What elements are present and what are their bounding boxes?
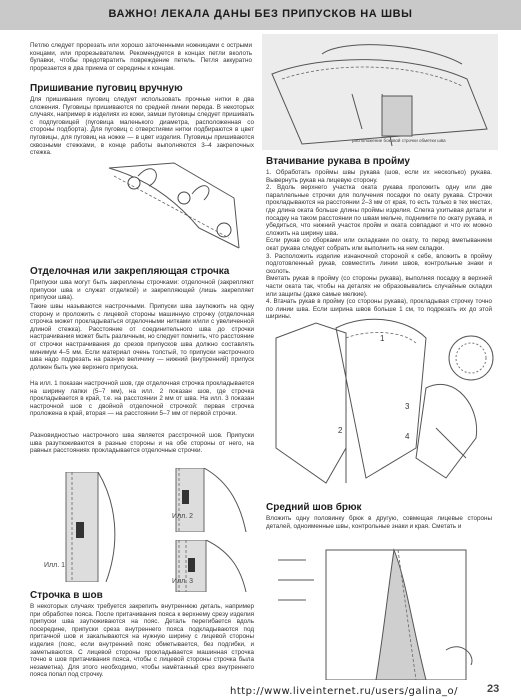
intro-paragraph: Петлю следует прорезать или хорошо заточенными ножницами с острыми концами, или прорезывателем. Рекомендуется в концах петли вколоть булавки, чтобы предотвратить повреждение петель. Петля аккуратно прорезается в два приема от середины к концам. xyxy=(30,42,252,72)
topstitch-paragraph-2: Такие швы называются настрочными. Припуски шва заутюжить на одну сторону и проложить с лицевой стороны машинную строчку (отделочная строчка может прокладываться отделочными нитками и/или с увеличенной длиной стежка). Расстояние от соединительного шва до строчки настрачивания может быть различным, но следует помнить, что расстояние от строчки настрачивания до срезов припусков шва должно составлять минимум 4–5 мм. Если материал очень толстый, то припуски настрочного шва надо подрезать на разную величину — нижний (внутренний) припуск должен быть уже верхнего припуска. xyxy=(30,303,254,371)
topstitch-heading: Отделочная или закрепляющая строчка xyxy=(30,266,230,277)
topstitch-paragraph-1: Припуски шва могут быть закреплены строчками: отделочной (закрепляют припуски шва и служат отделкой) и закрепляющей (лишь закрепляет припуски шва). xyxy=(30,279,254,302)
trousers-heading: Средний шов брюк xyxy=(266,502,362,513)
institch-paragraph: В некоторых случаях требуется закрепить внутреннюю деталь, например при обработке пояса. После притачивания пояса к верхнему срезу изделия припуски шва заутюживаются на пояс. Деталь перегибается вдоль посередине, припуски среза внутреннего пояса подкладываются под притачной шов и закалываются на нужную ширину с лицевой стороны изделия (пояс, если внутренний пояс обметывается, без подгибки, и заметываются. С лицевой стороны прокладывается машинная строчка точно в шов притачивания пояса, чтобы с лицевой стороны строчка была незаметна). Для этого необходимо, чтобы намётанный срез внутреннего пояса попал под строчку. xyxy=(30,603,254,679)
sleeve-figure-label-1: 1 xyxy=(380,334,385,343)
sleeve-figure-label-2: 2 xyxy=(338,426,343,435)
sleeve-figure-label-3: 3 xyxy=(405,402,410,411)
sleeve-figure-label-4: 4 xyxy=(405,432,410,441)
topstitch-figure-1-label: Илл. 1 xyxy=(44,562,65,569)
sleeve-paragraph: 1. Обработать проймы швы рукава (шов, если их несколько) рукава. Вывернуть рукав на лицевую сторону. 2. Вдоль верхнего участка оката рукава проложить одну или две параллельные строчки для получения посадки по окату рукава. Строчки прокладываются на расстоянии 2–3 мм от края, то есть только в тех местах, где длина оката больше длины проймы изделия. Слегка ухитывая детали и посадку на таком расстоянии по швам мельче, поднимите по окату рукава, и убедиться, что нижний участок пройм и оката совпадают и что их можно сложить на ширину шва. Если рукав со сборками или складками по окату, то перед вметыванием окат рукава следует собрать или выполнить на нем складки. 3. Расположить изделие изнаночной стороной к себе, вложить в пройму подготовленный рукав, совместить линии швов, контрольные знаки и сколоть. Вметать рукав в пройму (со стороны рукава), выполняя посадку в верхней части оката так, чтобы на деталях не образовывались случайные складки или защипы (даже самые мелкие). 4. Втачать рукав в пройму (со стороны рукава), прокладывая строчку точно по линии шва. Если ширина швов больше 1 см, то подрезать их до этой ширины. xyxy=(266,169,492,321)
topstitch-paragraph-3: На илл. 1 показан настрочной шов, где отделочная строчка прокладывается на ширину лапки (5–7 мм), на илл. 2 показан шов, где строчка прокладывается в край, т.е. на расстоянии 2 мм от шва. На илл. 3 показан настрочной шов с двойной отделочной строчкой: первая строчка проложена в край, вторая — на расстоянии 5–7 мм от первой строчки. xyxy=(30,380,254,418)
topstitch-figure-3-label: Илл. 3 xyxy=(172,578,193,585)
topstitch-figure-2-label: Илл. 2 xyxy=(172,513,193,520)
trousers-paragraph: Вложить одну половинку брюк в другую, совмещая лицевые стороны деталей, одноименные швы, контрольные знаки и края. Сметать и xyxy=(266,515,492,530)
footer-url: http://www.liveinternet.ru/users/galina_o/ xyxy=(230,686,458,697)
topstitch-figure-2 xyxy=(146,468,250,532)
sleeve-heading: Втачивание рукава в пройму xyxy=(266,156,410,167)
page-number: 23 xyxy=(487,683,500,695)
institch-heading: Строчка в шов xyxy=(30,590,103,601)
collar-figure-caption: расположение боковой строчки обметки шва xyxy=(352,138,446,143)
topstitch-figure-3 xyxy=(146,540,250,592)
trousers-figure xyxy=(266,540,494,680)
button-sewing-figure xyxy=(104,158,246,250)
sleeve-figure xyxy=(266,318,494,488)
topstitch-paragraph-4: Разновидностью настрочного шва является расстрочной шов. Припуски шва разутюживаются в разные стороны и на обе стороны от него, на равных расстояниях прокладывается отделочные строчки. xyxy=(30,432,254,455)
buttons-heading: Пришивание пуговиц вручную xyxy=(30,83,183,94)
collar-figure xyxy=(262,34,498,150)
page-header-title: ВАЖНО! ЛЕКАЛА ДАНЫ БЕЗ ПРИПУСКОВ НА ШВЫ xyxy=(108,8,413,20)
buttons-paragraph: Для пришивания пуговиц следует использовать прочные нитки в два сложения. Пуговицы пришиваются по средней линии переда. В некоторых случаях, например в изделиях из кожи, замши пуговицы следует пришивать с подпуговицей (пуговица маленького диаметра, расположенная со стороны подборта). Для пуговиц с отверстиями нитки подбираются в цвет пуговицы, для пуговиц на ножке — в цвет изделия. Пуговицы пришиваются сквозными стежками, в конце работы выполняются 3–4 закрепочных стежка. xyxy=(30,96,254,157)
